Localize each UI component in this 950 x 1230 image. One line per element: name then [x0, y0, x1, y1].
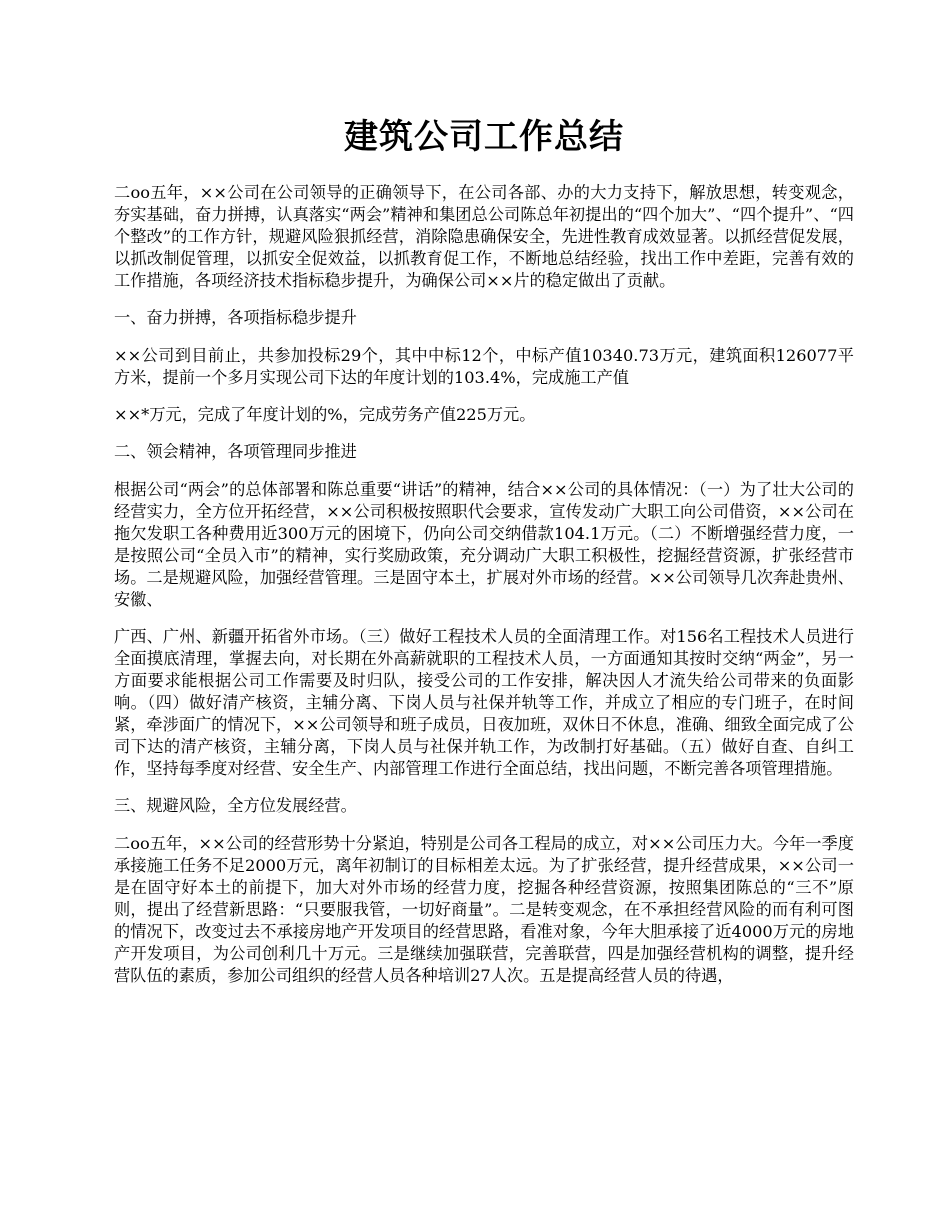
section-heading-1: 一、奋力拼搏，各项指标稳步提升 — [114, 308, 357, 327]
section-heading-3: 三、规避风险，全方位发展经营。 — [114, 796, 357, 815]
document-title: 建筑公司工作总结 — [344, 117, 624, 157]
section-1-paragraph-continued: ××*万元，完成了年度计划的%，完成劳务产值225万元。 — [114, 405, 536, 424]
section-3-paragraph: 二oo五年，××公司的经营形势十分紧迫，特别是公司各工程局的成立，对××公司压力大。今年一季度承接施工任务不足2000万元，离年初制订的目标相差太远。为了扩张经营，提升经营成果，××公司一是在固守好本土的前提下，加大对外市场的经营力度，挖掘各种经营资源，按照集团陈总的“三不”原则，提出了经营新思路：“只要服我管，一切好商量”。二是转变观念，在不承担经营风险的而有利可图的情况下，改变过去不承接房地产开发项目的经营思路，看准对象，今年大胆承接了近4000万元的房地产开发项目，为公司创利几十万元。三是继续加强联营，完善联营，四是加强经营机构的调整，提升经营队伍的素质，参加公司组织的经营人员各种培训27人次。五是提高经营人员的待遇， — [114, 834, 854, 985]
section-2-paragraph-continued: 广西、广州、新疆开拓省外市场。（三）做好工程技术人员的全面清理工作。对156名工程技术人员进行全面摸底清理，掌握去向，对长期在外高薪就职的工程技术人员，一方面通知其按时交纳“两金”，另一方面要求能根据公司工作需要及时归队，接受公司的工作安排，解决因人才流失给公司带来的负面影响。（四）做好清产核资，主辅分离、下岗人员与社保并轨等工作，并成立了相应的专门班子，在时间紧，牵涉面广的情况下，××公司领导和班子成员，日夜加班，双休日不休息，准确、细致全面完成了公司下达的清产核资，主辅分离，下岗人员与社保并轨工作，为改制打好基础。（五）做好自查、自纠工作，坚持每季度对经营、安全生产、内部管理工作进行全面总结，找出问题，不断完善各项管理措施。 — [114, 627, 854, 778]
section-heading-2: 二、领会精神，各项管理同步推进 — [114, 442, 357, 461]
section-2-paragraph: 根据公司“两会”的总体部署和陈总重要“讲话”的精神，结合××公司的具体情况：（一）为了壮大公司的经营实力，全方位开拓经营，××公司积极按照职代会要求，宣传发动广大职工向公司借资，××公司在拖欠发职工各种费用近300万元的困境下，仍向公司交纳借款104.1万元。（二）不断增强经营力度，一是按照公司“全员入市”的精神，实行奖励政策，充分调动广大职工积极性，挖掘经营资源，扩张经营市场。二是规避风险，加强经营管理。三是固守本土，扩展对外市场的经营。××公司领导几次奔赴贵州、安徽、 — [114, 480, 854, 609]
document-page — [114, 112, 854, 1002]
section-1-paragraph: ××公司到目前止，共参加投标29个，其中中标12个，中标产值10340.73万元，建筑面积126077平方米，提前一个多月实现公司下达的年度计划的103.4%，完成施工产值 — [114, 346, 854, 387]
intro-paragraph: 二oo五年，××公司在公司领导的正确领导下，在公司各部、办的大力支持下，解放思想，转变观念，夯实基础，奋力拼搏，认真落实“两会”精神和集团总公司陈总年初提出的“四个加大”、“四个提升”、“四个整改”的工作方针，规避风险狠抓经营，消除隐患确保安全，先进性教育成效显著。以抓经营促发展，以抓改制促管理，以抓安全促效益，以抓教育促工作，不断地总结经验，找出工作中差距，完善有效的工作措施，各项经济技术指标稳步提升，为确保公司××片的稳定做出了贡献。 — [114, 183, 854, 290]
